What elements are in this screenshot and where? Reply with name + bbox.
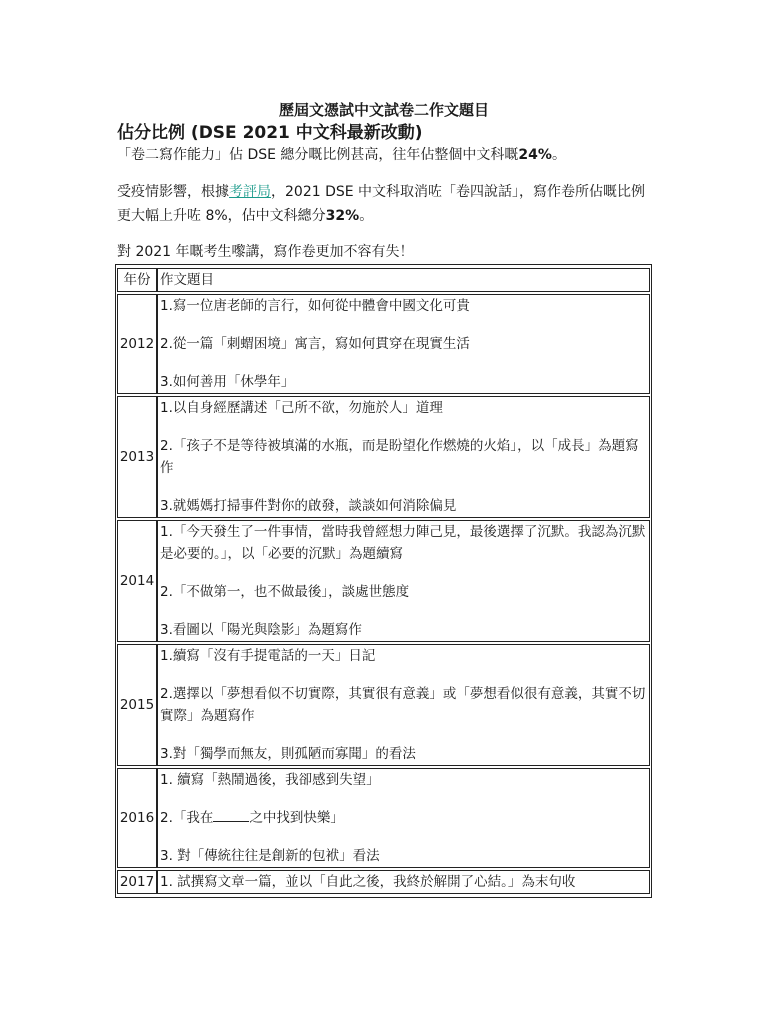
intro-text-2b: ，2021 DSE 中文科取消咗「卷四說話」，寫作卷所佔嘅比例更大幅上升咗 8%，佔中文科總分 (117, 184, 646, 224)
percentage-24: 24% (518, 147, 552, 163)
table-row (117, 520, 650, 642)
topic-item: 3.對「獨學而無友，則孤陋而寡聞」的看法 (160, 746, 416, 762)
topic-item: 1.以自身經歷講述「己所不欲，勿施於人」道理 (160, 400, 443, 416)
year-cell: 2013 (117, 396, 157, 518)
topic-item: 2.從一篇「刺蝟困境」寓言，寫如何貫穿在現實生活 (160, 336, 470, 352)
table-header-row (117, 268, 650, 292)
year-cell: 2014 (117, 520, 157, 642)
header-year: 年份 (117, 268, 157, 292)
topics-cell (157, 768, 650, 868)
table-row (117, 396, 650, 518)
topics-table (115, 264, 652, 898)
topics-cell (157, 520, 650, 642)
topic-item: 1.「今天發生了一件事情，當時我曾經想力陣己見，最後選擇了沉默。我認為沉默是必要的。」，以「必要的沉默」為題續寫 (160, 524, 646, 562)
topic-item: 2.「孩子不是等待被填滿的水瓶，而是盼望化作燃燒的火焰」，以「成長」為題寫作 (160, 438, 639, 476)
page-title: 歷屆文憑試中文試卷二作文題目 (278, 101, 489, 119)
intro-text-2a: 受疫情影響，根據 (117, 184, 229, 200)
intro-end-2: 。 (359, 208, 374, 224)
table-row (117, 870, 650, 894)
topics-cell (157, 294, 650, 394)
table-row (117, 294, 650, 394)
topic-item (160, 807, 647, 829)
intro-paragraph-1 (117, 143, 657, 167)
topic-item: 2.選擇以「夢想看似不切實際，其實很有意義」或「夢想看似很有意義，其實不切實際」為題寫作 (160, 686, 646, 724)
year-cell: 2015 (117, 644, 157, 766)
percentage-32: 32% (325, 208, 360, 224)
year-cell: 2017 (117, 870, 157, 894)
topics-cell (157, 396, 650, 518)
topics-cell (157, 870, 650, 894)
intro-paragraph-2 (117, 180, 657, 228)
topics-cell (157, 644, 650, 766)
topic-item: 1. 續寫「熱鬧過後，我卻感到失望」 (160, 772, 380, 788)
topic-item: 3.就媽媽打掃事件對你的啟發，談談如何消除偏見 (160, 498, 457, 514)
topic-item: 3. 對「傳統往往是創新的包袱」看法 (160, 848, 380, 864)
intro-paragraph-3: 對 2021 年嘅考生嚟講，寫作卷更加不容有失！ (117, 244, 414, 260)
topic-item: 1.寫一位唐老師的言行，如何從中體會中國文化可貴 (160, 298, 470, 314)
topic-item: 1.續寫「沒有手提電話的一天」日記 (160, 648, 376, 664)
section-heading: 佔分比例 (DSE 2021 中文科最新改動) (117, 123, 423, 143)
topic-item: 3.如何善用「休學年」 (160, 374, 295, 390)
table-row (117, 644, 650, 766)
header-topics: 作文題目 (157, 268, 650, 292)
topic-text: 2.「我在 (160, 810, 214, 826)
hkeaa-link[interactable]: 考評局 (229, 184, 271, 200)
year-cell: 2012 (117, 294, 157, 394)
year-cell: 2016 (117, 768, 157, 868)
topic-item: 3.看圖以「陽光與陰影」為題寫作 (160, 622, 362, 638)
intro-end-1: 。 (551, 147, 566, 163)
topic-item: 2.「不做第一，也不做最後」，談處世態度 (160, 584, 410, 600)
fill-in-blank (213, 807, 249, 822)
topic-item: 1. 試撰寫文章一篇，並以「自此之後，我終於解開了心結。」為末句收 (160, 874, 576, 890)
topic-text: 之中找到快樂」 (249, 810, 344, 826)
table-row (117, 768, 650, 868)
intro-text-1: 「卷二寫作能力」佔 DSE 總分嘅比例甚高，往年佔整個中文科嘅 (117, 147, 519, 163)
